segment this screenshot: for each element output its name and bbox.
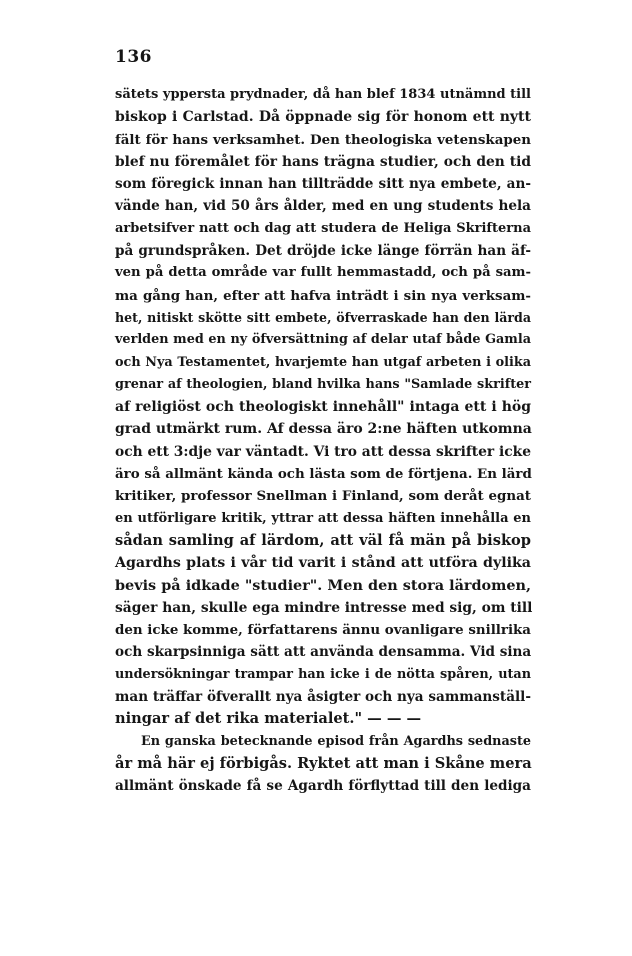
text-line: ma gång han, efter att hafva inträdt i sin nya verksam- bbox=[115, 287, 531, 304]
text-line: blef nu föremålet för hans trägna studier, och den tid bbox=[115, 153, 531, 170]
body-text bbox=[115, 84, 531, 798]
text-line: sådan samling af lärdom, att väl få män på biskop bbox=[115, 531, 531, 549]
text-line: man träffar öfverallt nya åsigter och nya sammanställ- bbox=[115, 689, 531, 706]
text-line: grenar af theologien, bland hvilka hans "Samlade skrifter bbox=[115, 376, 531, 392]
text-line: af religiöst och theologiskt innehåll" intaga ett i hög bbox=[115, 399, 531, 416]
text-line: biskop i Carlstad. Då öppnade sig för honom ett nytt bbox=[115, 109, 531, 126]
text-line: sätets yppersta prydnader, då han blef 1834 utnämnd till bbox=[115, 87, 531, 102]
text-line: äro så allmänt kända och lästa som de förtjena. En lärd bbox=[115, 466, 532, 483]
text-line: en utförligare kritik, yttrar att dessa häften innehålla en bbox=[115, 510, 531, 526]
text-line: bevis på idkade "studier". Men den stora lärdomen, bbox=[115, 576, 531, 594]
page-number: 136 bbox=[115, 47, 152, 67]
text-line: och ett 3:dje var väntadt. Vi tro att dessa skrifter icke bbox=[115, 443, 531, 460]
text-line: fält för hans verksamhet. Den theologiska vetenskapen bbox=[115, 131, 531, 148]
text-line: allmänt önskade få se Agardh förflyttad till den lediga bbox=[115, 778, 531, 795]
text-line: på grundspråken. Det dröjde icke länge förrän han äf- bbox=[115, 243, 531, 260]
text-line: Agardhs plats i vår tid varit i stånd att utföra dylika bbox=[115, 555, 531, 572]
text-line: undersökningar trampar han icke i de nötta spåren, utan bbox=[115, 666, 531, 682]
text-line: som föregick innan han tillträdde sitt nya embete, an- bbox=[115, 176, 531, 193]
text-line-paragraph-start: En ganska betecknande episod från Agardhs sednaste bbox=[141, 733, 531, 749]
text-line: vände han, vid 50 års ålder, med en ung students hela bbox=[115, 198, 531, 215]
text-line: säger han, skulle ega mindre intresse med sig, om till bbox=[115, 599, 533, 616]
text-line: ven på detta område var fullt hemmastadd, och på sam- bbox=[115, 265, 531, 281]
text-line: verlden med en ny öfversättning af delar utaf både Gamla bbox=[115, 332, 531, 348]
text-line: år må här ej förbigås. Ryktet att man i Skåne mera bbox=[115, 754, 532, 772]
text-line: den icke komme, författarens ännu ovanligare snillrika bbox=[115, 622, 531, 639]
text-line: het, nitiskt skötte sitt embete, öfverraskade han den lärda bbox=[115, 309, 531, 325]
text-line-paragraph-end: ningar af det rika materialet." — — — bbox=[115, 710, 422, 728]
text-line: och skarpsinniga sätt att använda densamma. Vid sina bbox=[115, 644, 532, 661]
text-line: grad utmärkt rum. Af dessa äro 2:ne häften utkomna bbox=[115, 421, 532, 438]
text-line: kritiker, professor Snellman i Finland, som deråt egnat bbox=[115, 488, 531, 505]
text-line: arbetsifver natt och dag att studera de Heliga Skrifterna bbox=[115, 220, 531, 236]
text-line: och Nya Testamentet, hvarjemte han utgaf arbeten i olika bbox=[115, 354, 531, 370]
